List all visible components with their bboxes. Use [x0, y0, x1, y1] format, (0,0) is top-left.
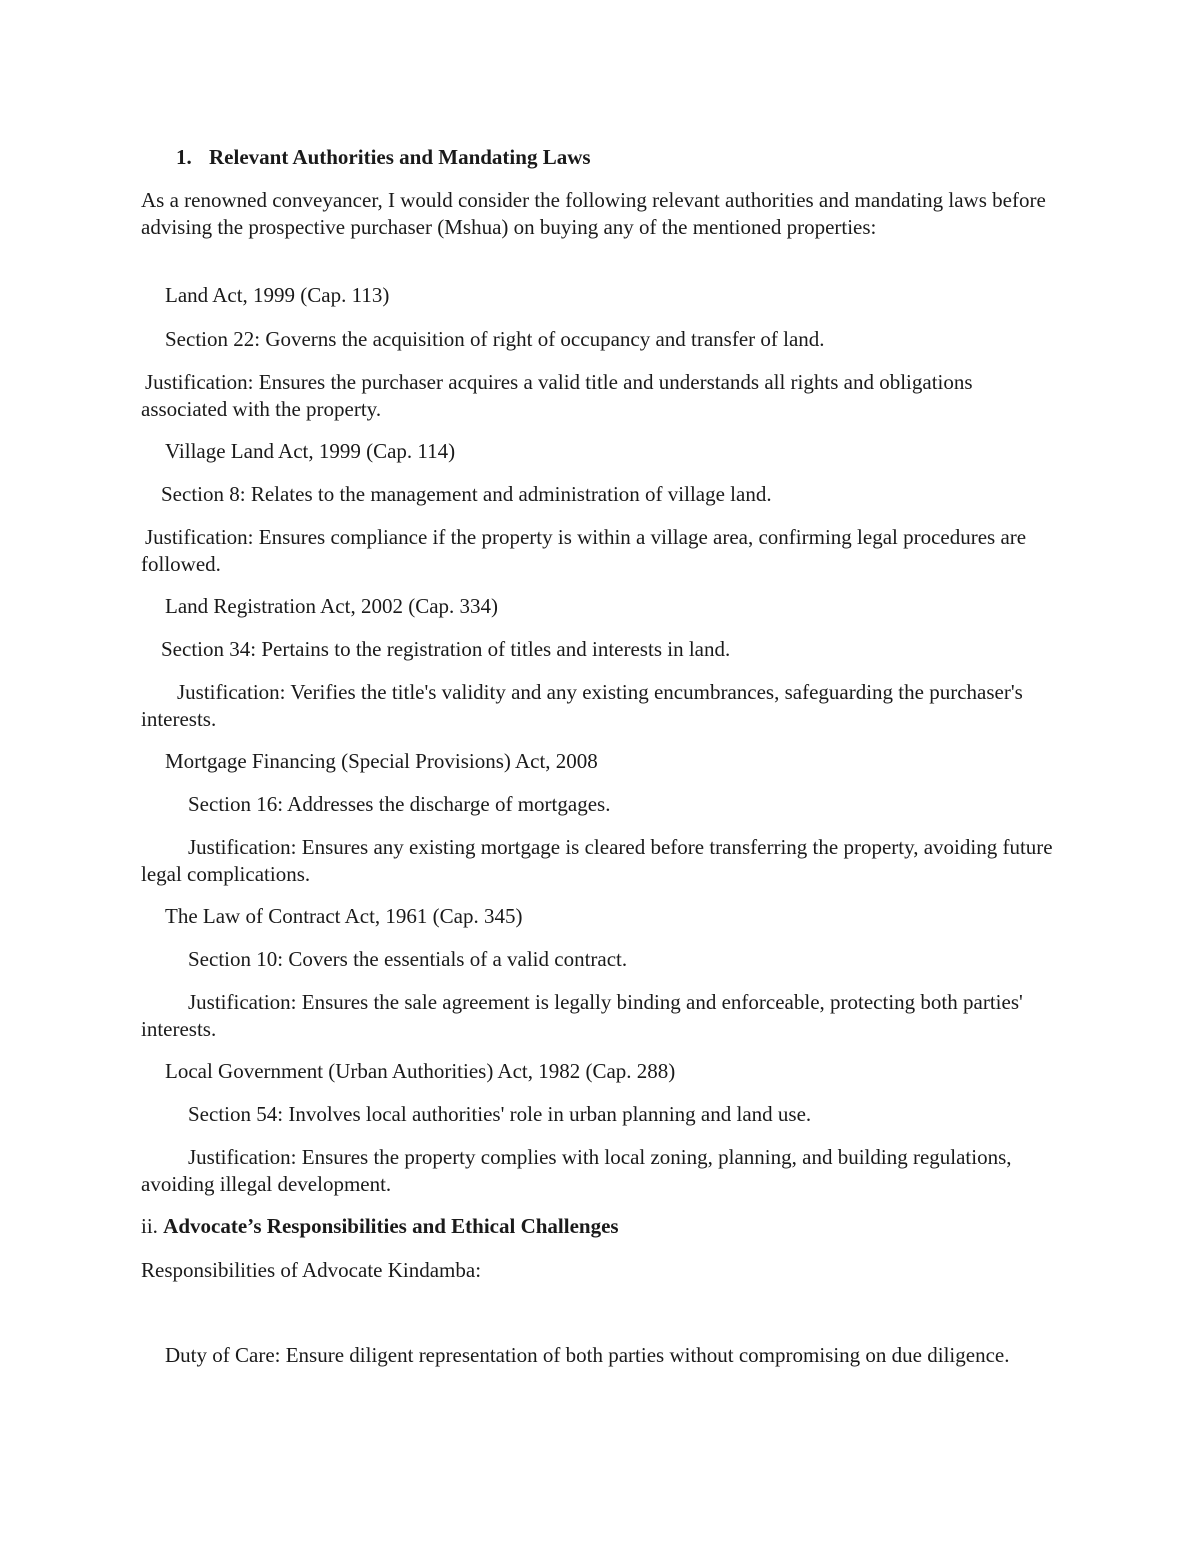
section-heading	[176, 144, 1056, 171]
section-heading	[141, 1213, 1061, 1240]
law-section: Section 10: Covers the essentials of a valid contract.	[188, 947, 628, 971]
section-title: Relevant Authorities and Mandating Laws	[209, 145, 591, 169]
law-justification: Justification: Ensures compliance if the property is within a village area, confirming legal procedures are followed.	[141, 525, 1027, 576]
law-section: Section 34: Pertains to the registration of titles and interests in land.	[161, 637, 731, 661]
law-section: Section 16: Addresses the discharge of mortgages.	[188, 792, 611, 816]
law-justification: Justification: Ensures the sale agreement is legally binding and enforceable, protecting both parties' interests.	[141, 990, 1023, 1041]
subheading: Responsibilities of Advocate Kindamba:	[141, 1258, 482, 1282]
law-name: The Law of Contract Act, 1961 (Cap. 345)	[165, 904, 523, 928]
section-number: ii.	[141, 1214, 158, 1238]
law-name: Local Government (Urban Authorities) Act, 1982 (Cap. 288)	[165, 1059, 676, 1083]
section-title: Advocate’s Responsibilities and Ethical Challenges	[163, 1214, 619, 1238]
intro-paragraph: As a renowned conveyancer, I would consider the following relevant authorities and mandating laws before advising the prospective purchaser (Mshua) on buying any of the mentioned properties:	[141, 188, 1046, 239]
law-name: Village Land Act, 1999 (Cap. 114)	[165, 439, 456, 463]
law-name: Land Act, 1999 (Cap. 113)	[165, 283, 390, 307]
law-section: Section 8: Relates to the management and administration of village land.	[161, 482, 772, 506]
law-section: Section 54: Involves local authorities' role in urban planning and land use.	[188, 1102, 812, 1126]
law-section: Section 22: Governs the acquisition of right of occupancy and transfer of land.	[165, 327, 825, 351]
law-justification: Justification: Ensures the purchaser acquires a valid title and understands all rights and obligations associated with the property.	[141, 370, 973, 421]
duty-paragraph: Duty of Care: Ensure diligent representation of both parties without compromising on due diligence.	[165, 1343, 1010, 1367]
law-justification: Justification: Ensures any existing mortgage is cleared before transferring the property, avoiding future legal complications.	[141, 835, 1053, 886]
law-name: Land Registration Act, 2002 (Cap. 334)	[165, 594, 499, 618]
law-justification: Justification: Verifies the title's validity and any existing encumbrances, safeguarding the purchaser's interests.	[141, 680, 1023, 731]
law-justification: Justification: Ensures the property complies with local zoning, planning, and building regulations, avoiding illegal development.	[141, 1145, 1012, 1196]
law-name: Mortgage Financing (Special Provisions) Act, 2008	[165, 749, 598, 773]
section-number: 1.	[176, 145, 192, 169]
